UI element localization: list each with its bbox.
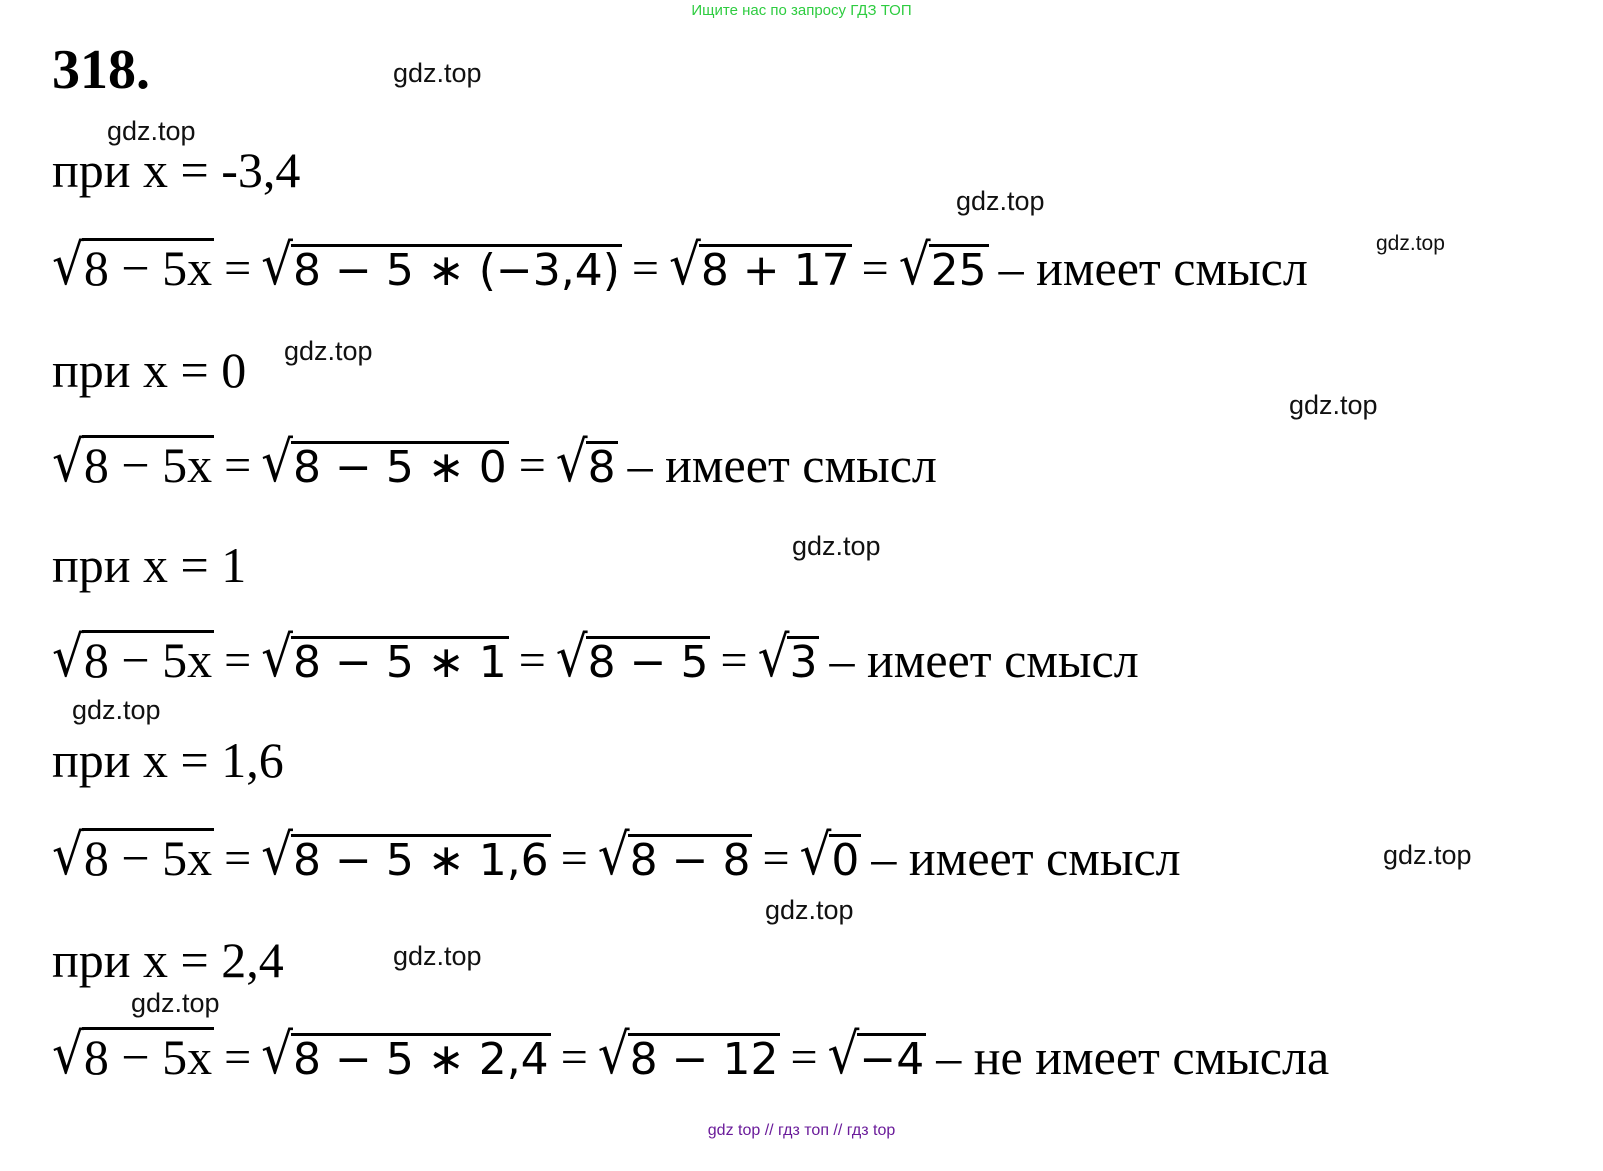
comment: – имеет смысл — [871, 830, 1181, 886]
footer-links[interactable]: gdz top // гдз топ // гдз top — [707, 1122, 896, 1139]
comment: – имеет смысл — [829, 632, 1139, 688]
radical-sign-icon: √ — [261, 232, 294, 298]
radical-sign-icon: √ — [52, 232, 84, 298]
condition-line: при x = 2,4 — [52, 932, 284, 988]
watermark: gdz.top — [107, 116, 196, 146]
radicand: 8 − 5 ∗ 2,4 — [293, 1034, 549, 1085]
radical-sign-icon: √ — [52, 624, 84, 690]
condition-line: при x = 1,6 — [52, 732, 284, 788]
radicand: 8 − 8 — [629, 835, 751, 886]
radical-sign-icon: √ — [597, 822, 630, 888]
watermark: gdz.top — [393, 58, 482, 88]
equation-line — [52, 429, 937, 495]
sqrt-expression — [52, 822, 214, 888]
sqrt-expression — [597, 1021, 781, 1087]
sqrt-expression — [261, 624, 509, 690]
equation-line — [52, 624, 1139, 690]
radicand: 8 − 5x — [83, 437, 213, 493]
watermark: gdz.top — [765, 895, 854, 925]
watermark: gdz.top — [956, 186, 1045, 216]
radicand: 8 − 12 — [629, 1034, 779, 1085]
sqrt-expression — [52, 624, 214, 690]
top-banner: Ищите нас по запросу ГДЗ ТОП — [691, 2, 912, 19]
radicand: 8 − 5x — [83, 830, 213, 886]
equals-sign: = — [762, 832, 790, 885]
radicand: 8 + 17 — [700, 245, 850, 296]
radical-sign-icon: √ — [827, 1021, 860, 1087]
radicand: 8 − 5x — [83, 1029, 213, 1085]
equation-line — [52, 822, 1181, 888]
equals-sign: = — [518, 439, 546, 492]
equals-sign: = — [224, 832, 252, 885]
radical-sign-icon: √ — [261, 429, 294, 495]
watermark: gdz.top — [1289, 390, 1378, 420]
sqrt-expression — [898, 232, 989, 298]
radical-sign-icon: √ — [52, 429, 84, 495]
equals-sign: = — [560, 1031, 588, 1084]
radical-sign-icon: √ — [261, 1021, 294, 1087]
radical-sign-icon: √ — [799, 822, 832, 888]
radical-sign-icon: √ — [668, 232, 701, 298]
radicand: 25 — [930, 245, 987, 296]
radical-sign-icon: √ — [898, 232, 931, 298]
radicand: 8 − 5 ∗ 0 — [293, 442, 507, 493]
radical-sign-icon: √ — [261, 822, 294, 888]
radicand: 8 − 5 ∗ 1 — [293, 637, 507, 688]
condition-line: при x = -3,4 — [52, 142, 301, 198]
sqrt-expression — [261, 1021, 551, 1087]
sqrt-expression — [52, 1021, 214, 1087]
equals-sign: = — [861, 242, 889, 295]
radical-sign-icon: √ — [757, 624, 790, 690]
equals-sign: = — [224, 1031, 252, 1084]
sqrt-expression — [799, 822, 862, 888]
sqrt-expression — [261, 822, 551, 888]
problem-number: 318. — [52, 39, 150, 101]
radical-sign-icon: √ — [52, 1021, 84, 1087]
radicand: 8 − 5x — [83, 632, 213, 688]
condition-line: при x = 1 — [52, 537, 247, 593]
sqrt-expression — [555, 624, 711, 690]
radicand: −4 — [859, 1034, 925, 1085]
equals-sign: = — [790, 1031, 818, 1084]
sqrt-expression — [52, 429, 214, 495]
equals-sign: = — [631, 242, 659, 295]
comment: – имеет смысл — [998, 240, 1308, 296]
equals-sign: = — [720, 634, 748, 687]
equation-line — [52, 1021, 1330, 1087]
radicand: 8 − 5x — [83, 240, 213, 296]
watermark: gdz.top — [393, 941, 482, 971]
condition-line: при x = 0 — [52, 342, 247, 398]
radical-sign-icon: √ — [597, 1021, 630, 1087]
equals-sign: = — [224, 439, 252, 492]
equals-sign: = — [560, 832, 588, 885]
equals-sign: = — [224, 242, 252, 295]
watermark: gdz.top — [792, 531, 881, 561]
sqrt-expression — [52, 232, 214, 298]
equation-line — [52, 232, 1308, 298]
watermark: gdz.top — [72, 695, 161, 725]
sqrt-expression — [757, 624, 820, 690]
watermark: gdz.top — [1376, 232, 1445, 255]
sqrt-expression — [827, 1021, 927, 1087]
sqrt-expression — [668, 232, 852, 298]
radicand: 8 − 5 ∗ (−3,4) — [293, 245, 620, 296]
radicand: 8 — [587, 442, 616, 493]
sqrt-expression — [555, 429, 618, 495]
radicand: 0 — [831, 835, 860, 886]
sqrt-expression — [261, 429, 509, 495]
comment: – не имеет смысла — [936, 1029, 1330, 1085]
radicand: 8 − 5 ∗ 1,6 — [293, 835, 549, 886]
watermark: gdz.top — [284, 336, 373, 366]
equals-sign: = — [518, 634, 546, 687]
watermark: gdz.top — [131, 988, 220, 1018]
radical-sign-icon: √ — [52, 822, 84, 888]
radical-sign-icon: √ — [555, 429, 588, 495]
radical-sign-icon: √ — [261, 624, 294, 690]
comment: – имеет смысл — [627, 437, 937, 493]
radical-sign-icon: √ — [555, 624, 588, 690]
radicand: 8 − 5 — [587, 637, 709, 688]
sqrt-expression — [261, 232, 622, 298]
watermark: gdz.top — [1383, 840, 1472, 870]
sqrt-expression — [597, 822, 753, 888]
equals-sign: = — [224, 634, 252, 687]
radicand: 3 — [789, 637, 818, 688]
